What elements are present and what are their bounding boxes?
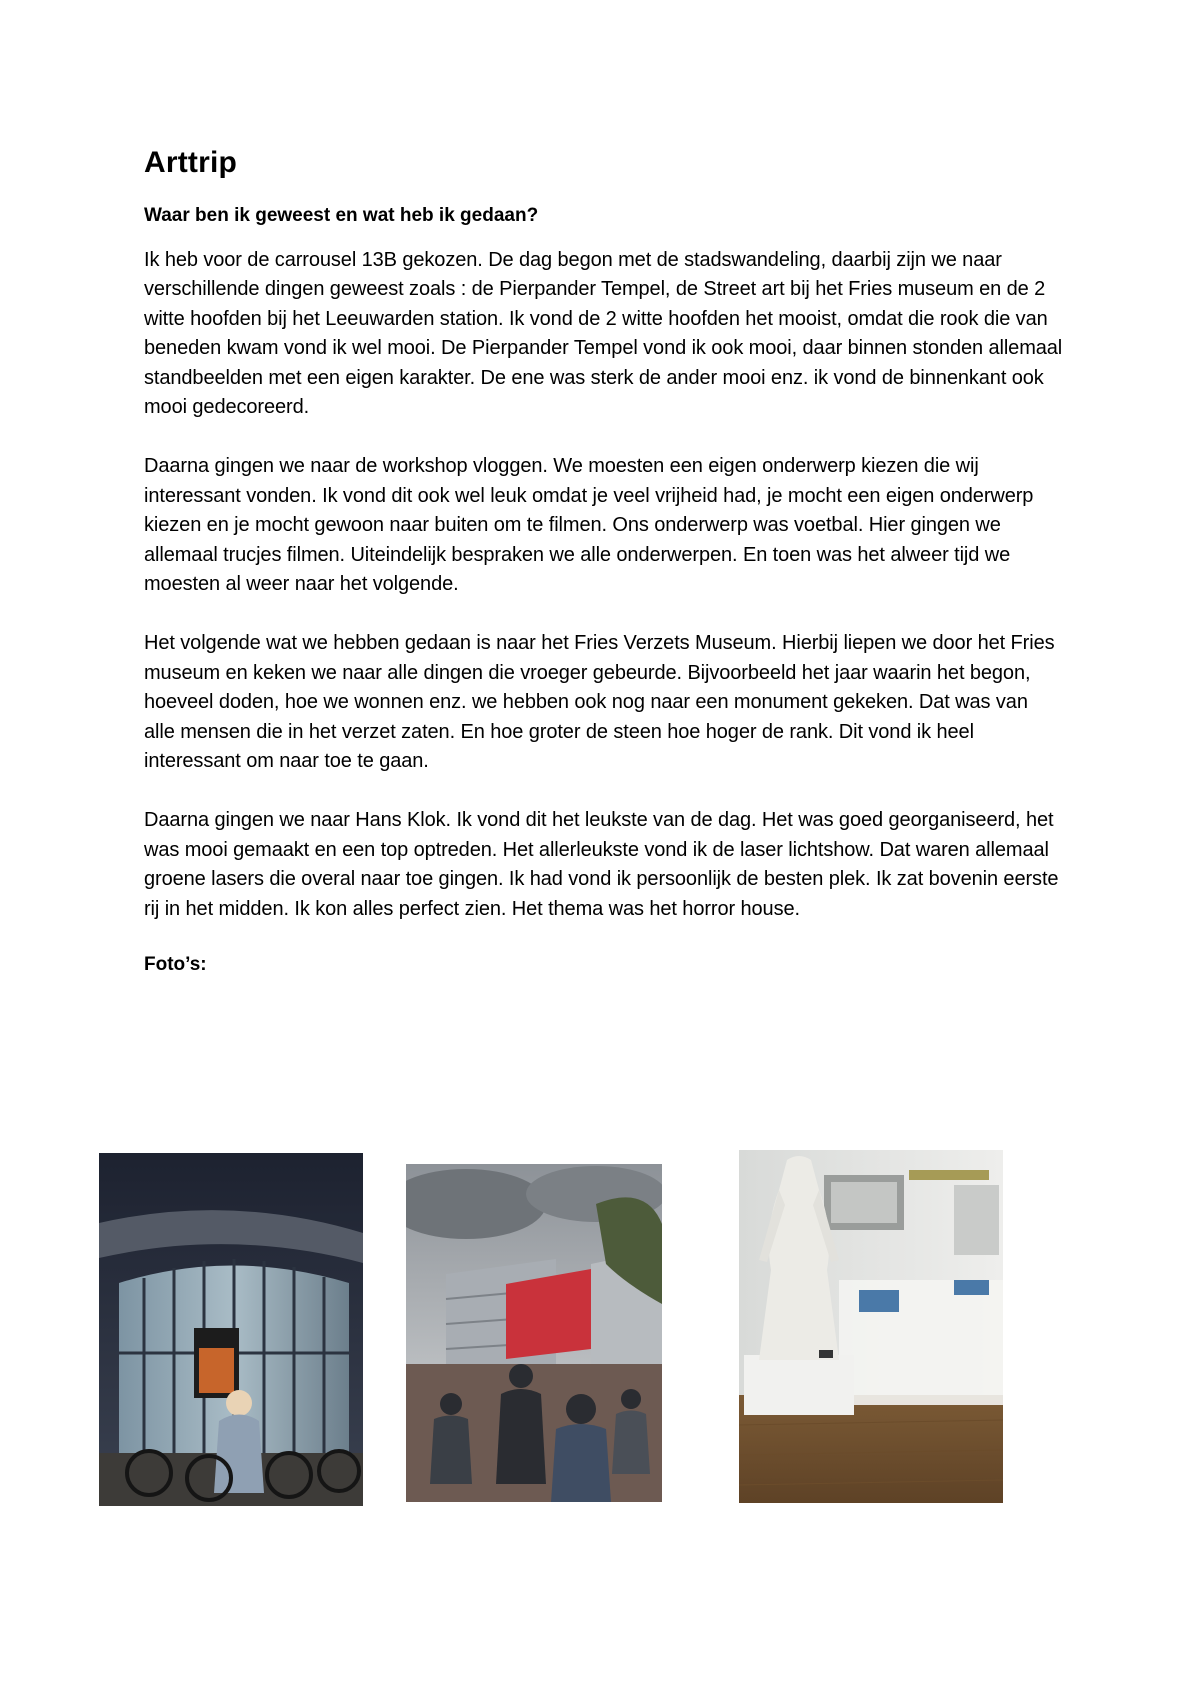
section-subheading: Waar ben ik geweest en wat heb ik gedaan? xyxy=(144,205,539,226)
document-body xyxy=(144,146,1064,977)
photo-street-group xyxy=(406,1164,662,1502)
paragraph-hans-klok: Daarna gingen we naar Hans Klok. Ik vond dit het leukste van de dag. Het was goed georganiseerd, het was mooi gemaakt en een top optreden. Het allerleukste vond ik de laser lichtshow. Dat waren allemaal groene lasers die overal naar toe gingen. Ik had vond ik persoonlijk de besten plek. Ik zat bovenin eerste rij in het midden. Ik kon alles perfect zien. Het thema was het horror house. xyxy=(144,809,1059,920)
photo-glass-building-image xyxy=(99,1153,363,1506)
photos-label: Foto’s: xyxy=(144,953,207,975)
paragraph-stadswandeling: Ik heb voor de carrousel 13B gekozen. De dag begon met de stadswandeling, daarbij zijn we naar verschillende dingen geweest zoals : de Pierpander Tempel, de Street art bij het Fries museum en de 2 witte hoofden bij het Leeuwarden station. Ik vond de 2 witte hoofden het mooist, omdat die rook die van beneden kwam vond ik wel mooi. De Pierpander Tempel vond ik ook mooi, daar binnen stonden allemaal standbeelden met een eigen karakter. De ene was sterk de ander mooi enz. ik vond de binnenkant ook mooi gedecoreerd. xyxy=(144,248,1063,419)
paragraph-workshop-vloggen: Daarna gingen we naar de workshop vloggen. We moesten een eigen onderwerp kiezen die wij interessant vonden. Ik vond dit ook wel leuk omdat je veel vrijheid had, je mocht een eigen onderwerp kiezen en je mocht gewoon naar buiten om te filmen. Ons onderwerp was voetbal. Hier gingen we allemaal trucjes filmen. Uiteindelijk bespraken we alle onderwerpen. En toen was het alweer tijd we moesten al weer naar het volgende. xyxy=(144,455,1034,596)
photo-street-group-image xyxy=(406,1164,662,1502)
photo-glass-building xyxy=(99,1153,363,1506)
paragraph-verzetsmuseum: Het volgende wat we hebben gedaan is naar het Fries Verzets Museum. Hierbij liepen we door het Fries museum en keken we naar alle dingen die vroeger gebeurde. Bijvoorbeeld het jaar waarin het begon, hoeveel doden, hoe we wonnen enz. we hebben ook nog naar een monument gekeken. Dat was van alle mensen die in het verzet zaten. En hoe groter de steen hoe hoger de rank. Dit vond ik heel interessant om naar toe te gaan. xyxy=(144,632,1055,773)
document-title: Arttrip xyxy=(144,146,238,179)
photo-museum-dress-image xyxy=(739,1150,1003,1503)
photo-museum-dress xyxy=(739,1150,1003,1503)
